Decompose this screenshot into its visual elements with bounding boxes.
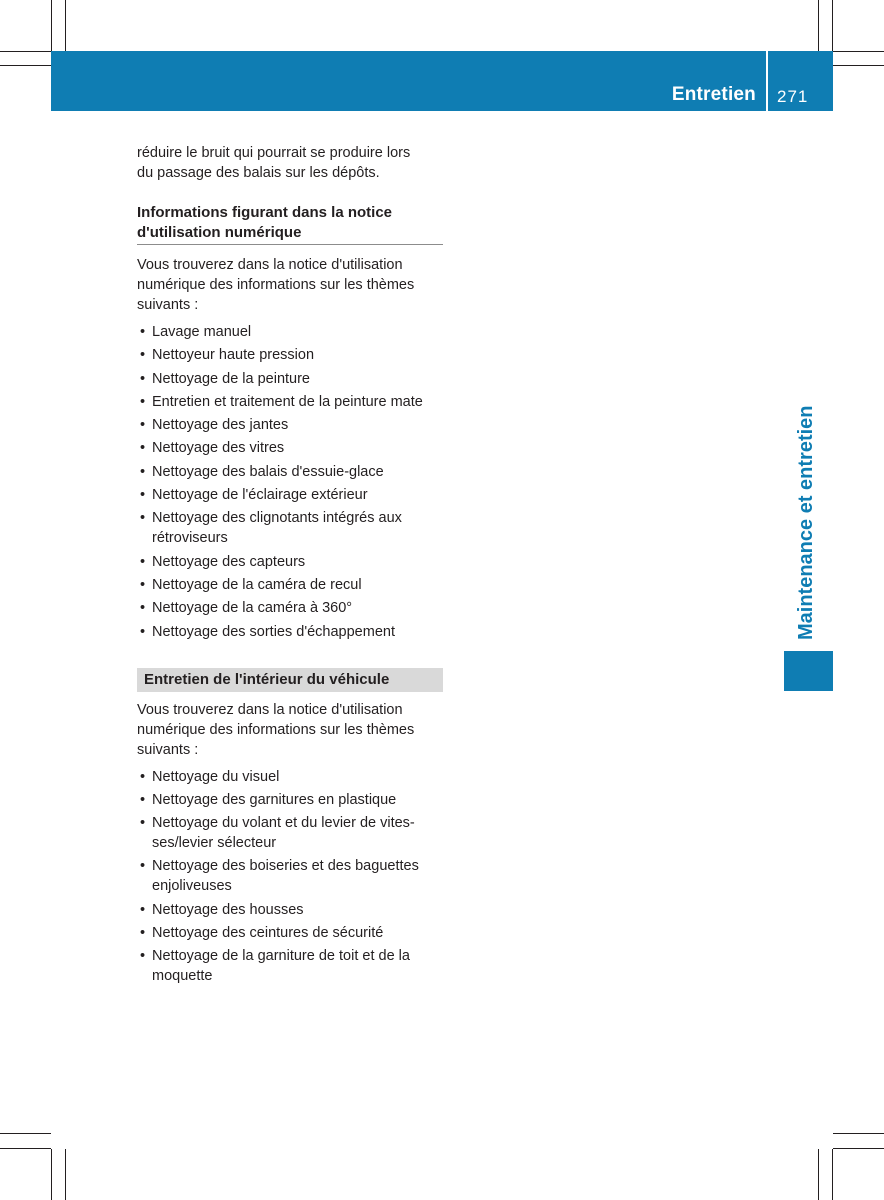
subsection-heading — [137, 203, 443, 245]
list-item — [137, 900, 443, 920]
list-item — [137, 575, 443, 595]
list-item — [137, 322, 443, 342]
list-item-text: Nettoyage de la garniture de toit et de la — [152, 948, 410, 965]
crop-mark — [818, 0, 819, 51]
subsection-heading-line: Informations figurant dans la notice — [137, 204, 393, 221]
page-number: 271 — [777, 87, 809, 106]
list-item — [137, 485, 443, 505]
list-item — [137, 345, 443, 365]
list-item-text: Nettoyage des garnitures en plastique — [152, 791, 397, 808]
bullet-icon: • — [140, 815, 146, 832]
bullet-icon: • — [140, 623, 146, 640]
list-item — [137, 552, 443, 572]
crop-mark — [833, 1148, 884, 1149]
main-column — [137, 143, 443, 990]
list-item-text: Nettoyage de la caméra de recul — [152, 576, 362, 593]
list-item-text: Nettoyage de l'éclairage extérieur — [152, 487, 368, 504]
bullet-icon: • — [140, 417, 146, 434]
bullet-icon: • — [140, 463, 146, 480]
crop-mark — [833, 1133, 884, 1134]
section-heading: Entretien de l'intérieur du véhicule — [137, 668, 443, 692]
bullet-icon: • — [140, 347, 146, 364]
text-line: numérique des informations sur les thèmes — [137, 277, 415, 293]
bullet-icon: • — [140, 948, 146, 965]
bullet-icon: • — [140, 324, 146, 340]
bullet-icon: • — [140, 901, 146, 918]
list-item — [137, 790, 443, 810]
crop-mark — [65, 0, 66, 51]
crop-mark — [0, 65, 51, 66]
bullet-icon: • — [140, 768, 146, 785]
list-item-text: Nettoyage des capteurs — [152, 553, 306, 570]
subsection-heading-line: d'utilisation numérique — [137, 224, 302, 241]
crop-mark — [833, 51, 884, 52]
list-item-text: ses/levier sélecteur — [152, 835, 277, 852]
page-title: Entretien — [671, 84, 756, 105]
subsection-bullet-list — [137, 322, 443, 642]
list-item-text: Nettoyage du volant et du levier de vites- — [152, 815, 415, 832]
text-line: Vous trouverez dans la notice d'utilisation — [137, 257, 403, 273]
crop-mark — [0, 51, 51, 52]
list-item-text: Nettoyage des balais d'essuie-glace — [152, 463, 384, 480]
list-item-text: rétroviseurs — [152, 530, 228, 547]
list-item — [137, 369, 443, 389]
list-item-text: enjoliveuses — [152, 878, 232, 895]
crop-mark — [833, 65, 884, 66]
bullet-icon: • — [140, 510, 146, 527]
intro-line: réduire le bruit qui pourrait se produire lors — [137, 145, 411, 161]
crop-mark — [818, 1149, 819, 1200]
header-divider — [766, 51, 768, 111]
crop-mark — [0, 1133, 51, 1134]
text-line: numérique des informations sur les thèmes — [137, 721, 415, 738]
list-item — [137, 438, 443, 458]
list-item-text: Entretien et traitement de la peinture mate — [152, 393, 423, 410]
bullet-icon: • — [140, 600, 146, 617]
bullet-icon: • — [140, 553, 146, 570]
crop-mark — [0, 1148, 51, 1149]
list-item — [137, 508, 443, 548]
list-item-text: Nettoyage des boiseries et des baguettes — [152, 858, 419, 875]
side-tab-marker — [784, 651, 833, 691]
list-item — [137, 392, 443, 412]
bullet-icon: • — [140, 791, 146, 808]
list-item — [137, 946, 443, 986]
list-item-text: Nettoyage des vitres — [152, 440, 285, 457]
list-item — [137, 462, 443, 482]
list-item — [137, 598, 443, 618]
side-tab-label: Maintenance et entretien — [795, 405, 817, 640]
list-item-text: Nettoyage de la caméra à 360° — [152, 600, 353, 617]
list-item — [137, 415, 443, 435]
bullet-icon: • — [140, 576, 146, 593]
list-item-text: Nettoyage des sorties d'échappement — [152, 623, 395, 640]
list-item-text: Nettoyage des jantes — [152, 417, 289, 434]
text-line: Vous trouverez dans la notice d'utilisation — [137, 701, 403, 718]
list-item — [137, 856, 443, 896]
section-bullet-list — [137, 767, 443, 987]
list-item-text: moquette — [152, 968, 213, 985]
bullet-icon: • — [140, 858, 146, 875]
list-item-text: Nettoyage des clignotants intégrés aux — [152, 510, 402, 527]
crop-mark — [832, 1149, 833, 1200]
bullet-icon: • — [140, 925, 146, 942]
list-item-text: Lavage manuel — [152, 324, 252, 340]
bullet-icon: • — [140, 440, 146, 457]
crop-mark — [832, 0, 833, 51]
intro-line: du passage des balais sur les dépôts. — [137, 165, 380, 181]
list-item-text: Nettoyage des ceintures de sécurité — [152, 925, 384, 942]
list-item-text: Nettoyeur haute pression — [152, 347, 315, 364]
bullet-icon: • — [140, 393, 146, 410]
list-item — [137, 813, 443, 853]
list-item — [137, 622, 443, 642]
crop-mark — [51, 1149, 52, 1200]
crop-mark — [51, 0, 52, 51]
text-line: suivants : — [137, 741, 199, 758]
subsection-text — [137, 255, 443, 315]
list-item-text: Nettoyage du visuel — [152, 768, 280, 785]
text-line: suivants : — [137, 297, 199, 313]
list-item — [137, 767, 443, 787]
crop-mark — [65, 1149, 66, 1200]
list-item — [137, 923, 443, 943]
bullet-icon: • — [140, 370, 146, 387]
list-item-text: Nettoyage des housses — [152, 901, 304, 918]
section-text — [137, 700, 443, 760]
list-item-text: Nettoyage de la peinture — [152, 370, 310, 387]
intro-paragraph — [137, 143, 443, 183]
bullet-icon: • — [140, 487, 146, 504]
